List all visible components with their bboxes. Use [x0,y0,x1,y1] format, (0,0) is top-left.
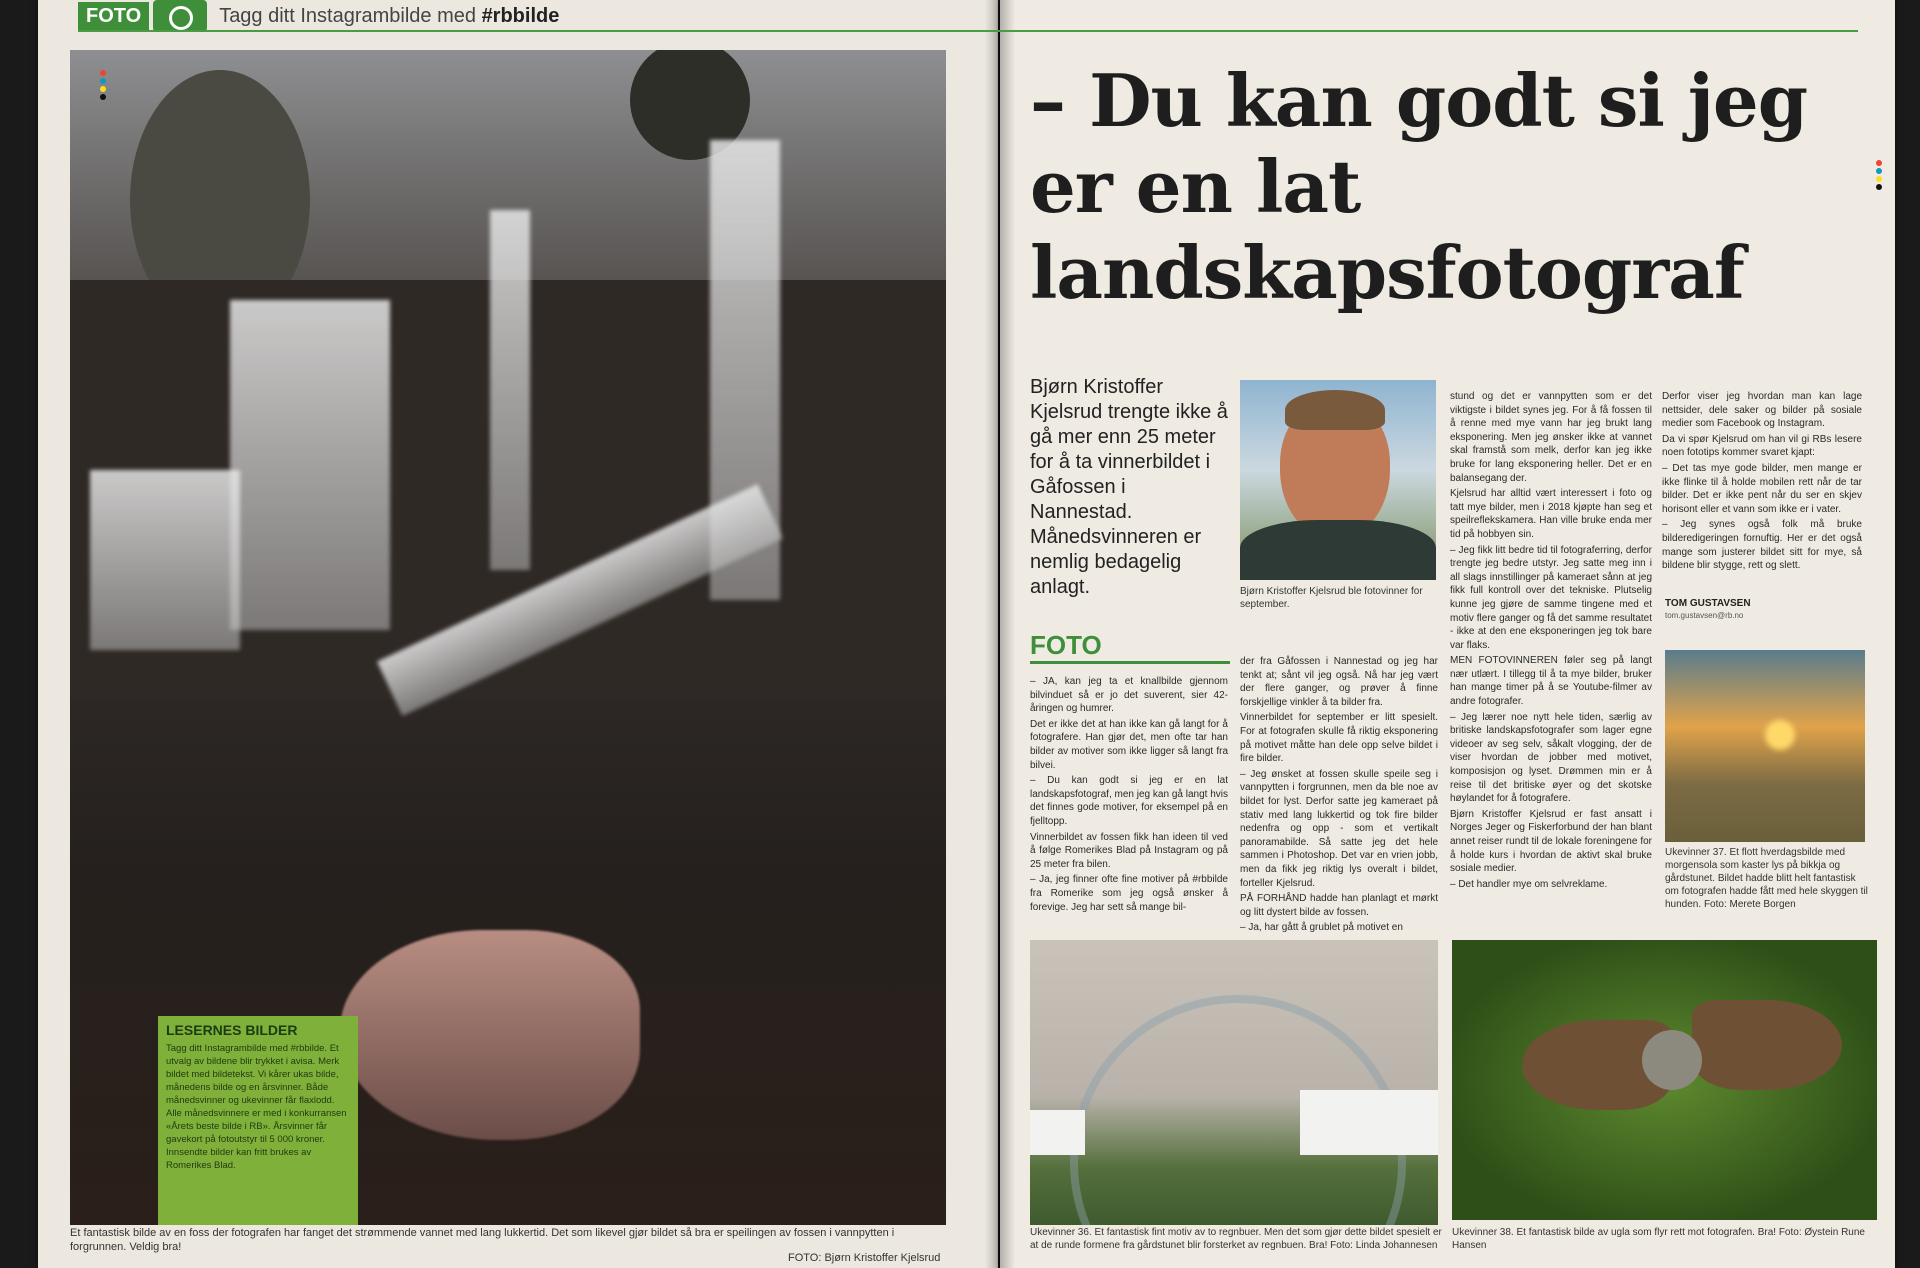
rainbow-caption [1030,1226,1450,1252]
reflection-pool [340,930,640,1140]
owl-photo [1452,940,1877,1220]
article-column-4 [1662,390,1862,575]
owl-caption-text: Ukevinner 38. Et fantastisk bilde av ugla som flyr rett mot fotografen. Bra! [1452,1227,1777,1238]
article-column-3 [1450,390,1652,893]
registration-marks [1876,160,1882,192]
paragraph: – Jeg synes også folk må bruke bilderedigeringen fornuftig. Her er det også mange som justerer bildet sitt for mye, så bildene blir stygge, rett og slett. [1662,519,1862,572]
tagline-prefix: Tagg ditt Instagrambilde med [219,4,476,27]
waterfall-stream [90,470,240,650]
box-title: LESERNES BILDER [166,1022,298,1038]
paragraph: – Jeg fikk litt bedre tid til fotograferring, derfor trengte jeg bedre utstyr. Jeg satte meg inn i all slags innstillinger på kameraet sånn at jeg fikk full kontroll over det tekniske. Plutselig kunne jeg gjøre de samme tingene med et motiv flere ganger og få det samme resultatet - ikke at den ene eksponeringen jeg tok bare var flaks. [1450,544,1652,651]
paragraph: – Du kan godt si jeg er en lat landskapsfotograf, men jeg kan gå langt hvis det finnes gode motiver, for eksempel på en fjelltopp. [1030,775,1228,827]
house-shape [1300,1090,1438,1155]
paragraph: Kjelsrud har alltid vært interessert i foto og tatt mye bilder, men i 2018 kjøpte han seg et speilreflekskamera. Han ville bruke enda mer tid på hobbyen sin. [1450,488,1652,540]
byline: TOM GUSTAVSEN [1665,598,1751,609]
foto-label: FOTO [1030,630,1230,664]
byline-email: tom.gustavsen@rb.no [1665,611,1744,620]
lesernes-bilder-box [158,1016,358,1225]
owl-head [1642,1030,1702,1090]
rainbow-caption-text: Ukevinner 36. Et fantastisk fint motiv av to regnbuer. Men det som gjør dette bildet spesielt er at de runde formene fra gårdstunet blir forsterket av regnbuen. Bra! [1030,1227,1442,1251]
portrait-caption: Bjørn Kristoffer Kjelsrud ble fotovinner for september. [1240,586,1423,610]
hashtag: #rbbilde [481,4,560,27]
owl-caption [1452,1226,1877,1252]
section-header [78,0,998,32]
paragraph: stund og det er vannpytten som er det viktigste i bildet synes jeg. For å få fossen til å renne med mye vann har jeg brukt lang eksponering. Men jeg ønsker ikke at vannet skal framstå som melk, derfor kan jeg ikke bruke for lang eksponering heller. Det er en balansegang der. [1450,391,1652,484]
main-caption: Et fantastisk bilde av en foss der fotografen har fanget det strømmende vannet med lang lukkertid. Det som likevel gjør bildet så bra er speilingen av fossen i vannpytten i forgrunnen. Veldig bra! [70,1227,895,1253]
hair-shape [1285,390,1385,430]
paragraph: – Jeg ønsket at fossen skulle speile seg i vannpytten i forgrunnen, men da ble noe av bildet for lyst. Derfor satte jeg kameraet på stativ med lang lukkertid og tok fire bilder nedenfra og opp - som et vertikalt panoramabilde. Så satte jeg det hele sammen i Photoshop. Det var en vrien jobb, men da fikk jeg riktig lys overalt i bildet, forteller Kjelsrud. [1240,768,1438,889]
waterfall-photo [70,50,946,1225]
sunrise-caption [1665,846,1870,911]
coat-shape [1240,520,1436,580]
headline: – Du kan godt si jeg er en lat landskapsfotograf [1030,58,1808,315]
paragraph: Bjørn Kristoffer Kjelsrud er fast ansatt i Norges Jeger og Fiskerforbund der han blant annet reiser rundt til de lokale foreningene for å holde kurs i hvordan de aktivt skal bruke sosiale medier. [1450,808,1652,875]
paragraph: – Det tas mye gode bilder, men mange er ikke flinke til å holde mobilen rett når de tar bilder. Det er ikke pent når du ser en skjev horisont eller et vann som ikke er i vater. [1662,462,1862,515]
sunrise-credit: Foto: Merete Borgen [1703,899,1796,910]
rainbow-photo [1030,940,1438,1225]
paragraph: Vinnerbildet for september er litt spesielt. For at fotografen skulle få riktig eksponering på motivet måtte han dele opp selve bildet i fire bilder. [1240,712,1438,765]
header-rule [78,30,1858,32]
registration-marks [100,70,106,102]
paragraph: – Ja, har gått å grublet på motivet en [1240,922,1403,934]
box-text: Tagg ditt Instagrambilde med #rbbilde. Et utvalg av bildene blir trykket i avisa. Merk bildet med bildetekst. Vi kårer ukas bilde, månedens bilde og en årsvinner. Både månedsvinner og ukevinner får flaxlodd. Alle månedsvinnere er med i konkurransen «Årets beste bilde i RB». Årsvinner får gavekort på fotoutstyr til 5 000 kroner. Innsendte bilder kan fritt brukes av Romerikes Blad. [166,1043,347,1171]
portrait-photo [1240,380,1436,580]
paragraph: Da vi spør Kjelsrud om han vil gi RBs lesere noen fototips kommer svaret kjapt: [1662,433,1862,459]
paragraph: – Jeg lærer noe nytt hele tiden, særlig av britiske landskapsfotografer som lager egne videoer av seg selv, såkalt vlogging, der de viser hvordan de jobber med motivet, komposisjon og lyset. Drømmen min er å reise til det britiske øyer og det skotske høylandet for å fotografere. [1450,711,1652,805]
main-credit: FOTO: Bjørn Kristoffer Kjelsrud [788,1252,941,1264]
paragraph: Vinnerbildet av fossen fikk han ideen til ved å følge Romerikes Blad på Instagram og på 25 meter fra bilen. [1030,831,1228,870]
sunrise-photo [1665,650,1865,842]
header-tagline [219,5,559,28]
paragraph: – JA, kan jeg ta et knallbilde gjennom bilvinduet så er jo det suverent, sier 42-åringen og humrer. [1030,676,1228,715]
paragraph: – Det handler mye om selvreklame. [1450,878,1608,890]
waterfall-stream [490,210,530,570]
paragraph: Derfor viser jeg hvordan man kan lage nettsider, dele saker og bilder på sosiale medier som Facebook og Instagram. [1662,391,1862,430]
section-label: FOTO [78,2,149,31]
paragraph: PÅ FORHÅND hadde han planlagt et mørkt og litt dystert bilde av fossen. [1240,893,1438,918]
paragraph: – Ja, jeg finner ofte fine motiver på #rbbilde fra Romerike som jeg også ønsker å forevige. Jeg har sett så mange bil- [1030,874,1228,913]
sun-shape [1765,720,1795,750]
article-column-2 [1240,655,1438,937]
owl-credit: Foto: Øystein Rune Hansen [1452,1227,1865,1251]
paragraph: der fra Gåfossen i Nannestad og jeg har tenkt at; sånt vil jeg også. Nå har jeg vært der flere ganger, og prøver å finne forskjellige vinkler å ta bilder fra. [1240,656,1438,708]
camera-icon [153,0,207,32]
house-shape [1030,1110,1085,1155]
ingress: Bjørn Kristoffer Kjelsrud trengte ikke å gå mer enn 25 meter for å ta vinnerbildet i Gåfossen i Nannestad. Månedsvinneren er nemlig bedagelig anlagt. [1030,376,1228,598]
paragraph: MEN FOTOVINNEREN føler seg på langt nær utlært. I tillegg til å ta mye bilder, bruker han mange timer på å se Youtube-filmer av andre fotografer. [1450,655,1652,708]
sunrise-caption-text: Ukevinner 37. Et flott hverdagsbilde med morgensola som kaster lys på bikkja og gårdstunet. Bildet hadde blitt helt fantastisk om fotografen hadde fått med hele skyggen til hunden. [1665,847,1868,910]
rainbow-credit: Foto: Linda Johannesen [1330,1240,1438,1251]
paragraph: Det er ikke det at han ikke kan gå langt for å fotografere. Han gjør det, men ofte tar han bilder av motiver som ikke ligger så langt fra bilvei. [1030,718,1228,771]
owl-wing [1692,1000,1842,1090]
article-column-1 [1030,675,1228,916]
page-fold [985,0,1015,1268]
waterfall-stream [230,300,390,630]
